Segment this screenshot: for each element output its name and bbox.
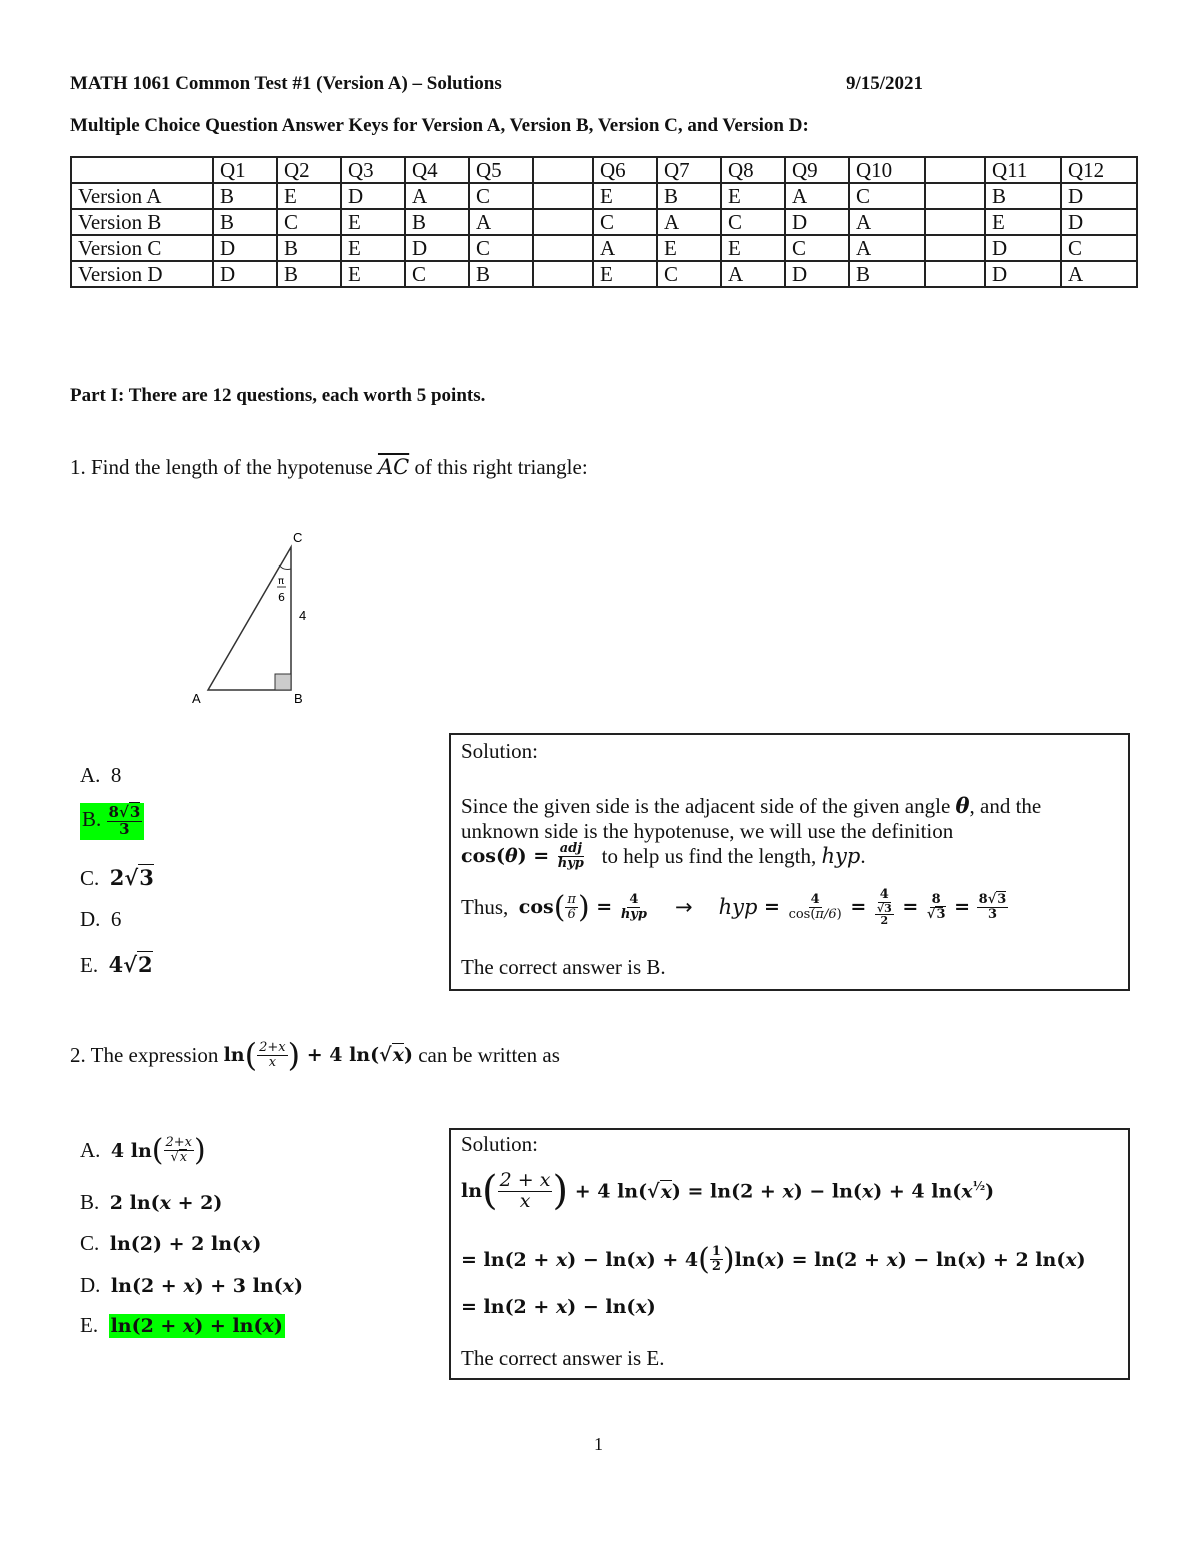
answer-key-column-header: Q5 [469, 157, 533, 183]
answer-key-column-header: Q7 [657, 157, 721, 183]
q1-option-d: D. 6 [80, 907, 122, 931]
answer-key-cell: B [469, 261, 533, 287]
q2-solution-box [449, 1128, 1130, 1380]
q2-option-c: C. ln(2) + 2 ln(x) [80, 1231, 262, 1255]
answer-key-column-header: Q9 [785, 157, 849, 183]
answer-key-cell [533, 209, 593, 235]
q2-solution-step1: ln ( $\frac{2 + x}{x}$ ) + 4 ln(√x) = ln(2 + x) − ln(x) + 4 $\ln(x^{\frac{1}{2}})$ [461, 1168, 995, 1214]
answer-key-cell: B [657, 183, 721, 209]
q1-prompt-text: 1. Find the length of the hypotenuse [70, 455, 373, 479]
segment-ac: $\overline{AC}$ [377, 455, 410, 479]
answer-key-column-header: Q12 [1061, 157, 1137, 183]
answer-key-column-header: Q6 [593, 157, 657, 183]
answer-key-cell: D [341, 183, 405, 209]
answer-key-column-header: Q4 [405, 157, 469, 183]
answer-key-cell: B [213, 183, 277, 209]
q2-solution-title: Solution: [461, 1132, 539, 1156]
right-angle-marker [275, 674, 291, 690]
answer-key-cell: D [985, 235, 1061, 261]
question-2-prompt: 2. The expression ln ( $\frac{2+x}{x}$ ) + 4 ln(√x) can be written as [70, 1036, 560, 1074]
answer-key-version-label: Version C [71, 235, 213, 261]
vertex-a-label: A [192, 691, 201, 706]
test-title: MATH 1061 Common Test #1 (Version A) – Solutions [70, 73, 502, 94]
answer-key-cell: B [277, 235, 341, 261]
answer-key-cell: D [213, 261, 277, 287]
answer-key-cell: C [405, 261, 469, 287]
page-number: 1 [594, 1434, 603, 1454]
answer-key-row [71, 261, 1137, 287]
angle-denominator: 6 [278, 591, 285, 604]
answer-key-cell: B [277, 261, 341, 287]
answer-key-cell: E [341, 209, 405, 235]
answer-key-cell: E [721, 235, 785, 261]
q2-option-a: A. 4 ln ( $\frac{2+x}{√x}$ ) [80, 1133, 206, 1168]
q1-solution-box [449, 733, 1130, 991]
answer-key-version-label: Version A [71, 183, 213, 209]
answer-key-cell: A [469, 209, 533, 235]
answer-key-cell [925, 261, 985, 287]
answer-key-column-header: Q10 [849, 157, 925, 183]
q2-correct-answer: The correct answer is E. [461, 1346, 665, 1370]
answer-key-cell: A [849, 209, 925, 235]
answer-key-cell: E [593, 261, 657, 287]
q2-solution-step3: = ln(2 + x) − ln(x) [461, 1296, 656, 1318]
answer-key-cell: D [213, 235, 277, 261]
answer-key-cell: A [593, 235, 657, 261]
answer-key-cell [533, 183, 593, 209]
answer-key-version-label: Version D [71, 261, 213, 287]
answer-key-column-header: Q2 [277, 157, 341, 183]
angle-numerator: π [278, 576, 285, 587]
answer-key-cell: E [341, 235, 405, 261]
answer-key-cell: D [405, 235, 469, 261]
q2-option-e: E. ln(2 + x) + ln(x) [80, 1313, 283, 1337]
answer-key-column-header: Q1 [213, 157, 277, 183]
answer-key-cell: A [1061, 261, 1137, 287]
answer-key-cell: A [785, 183, 849, 209]
answer-key-row [71, 209, 1137, 235]
answer-key-cell: E [593, 183, 657, 209]
answer-key-cell: E [657, 235, 721, 261]
answer-key-cell: A [657, 209, 721, 235]
answer-key-cell: C [469, 183, 533, 209]
answer-key-cell: C [785, 235, 849, 261]
answer-key-cell: E [721, 183, 785, 209]
answer-key-version-label: Version B [71, 209, 213, 235]
answer-key-column-header: Q8 [721, 157, 785, 183]
vertex-b-label: B [294, 691, 303, 706]
q1-option-b: B. $\frac{8√3}{3}$ [80, 803, 144, 840]
right-triangle-figure [180, 525, 330, 710]
q1-option-e: E. 4√2 [80, 952, 153, 977]
answer-key-cell: B [985, 183, 1061, 209]
answer-key-cell: E [985, 209, 1061, 235]
answer-key-column-header [925, 157, 985, 183]
q2-option-d: D. ln(2 + x) + 3 ln(x) [80, 1273, 303, 1297]
answer-key-row [71, 183, 1137, 209]
answer-key-row [71, 235, 1137, 261]
answer-key-cell: C [721, 209, 785, 235]
q1-solution-thus: Thus, cos ( $\frac{\pi}{6}$ ) = $\frac{4}{\text{hyp}}$ → hyp = $\frac{4}{\cos(\pi/6)}$ = $\frac{4}{\frac{√3}{2}}$ = $\frac{8}{√3}$ = $\frac{8√3}{3}$ [461, 887, 1007, 928]
answer-key-cell: C [469, 235, 533, 261]
answer-key-cell: A [849, 235, 925, 261]
q1-correct-answer: The correct answer is B. [461, 955, 666, 979]
answer-key-table [70, 156, 1138, 288]
q1-solution-line1: Since the given side is the adjacent side of the given angle θ, and the [461, 793, 1042, 818]
answer-key-cell [533, 235, 593, 261]
triangle-shape [208, 547, 291, 690]
answer-key-cell: C [849, 183, 925, 209]
q1-prompt-text-end: of this right triangle: [414, 455, 588, 479]
answer-key-cell: D [1061, 183, 1137, 209]
answer-key-column-header: Q11 [985, 157, 1061, 183]
answer-key-cell: A [721, 261, 785, 287]
answer-key-cell [925, 235, 985, 261]
answer-key-cell: B [405, 209, 469, 235]
answer-key-cell: D [1061, 209, 1137, 235]
answer-key-column-header [533, 157, 593, 183]
q1-solution-title: Solution: [461, 739, 539, 763]
q2-option-b: B. 2 ln(x + 2) [80, 1190, 223, 1214]
question-1-prompt [70, 455, 588, 480]
answer-key-cell: C [1061, 235, 1137, 261]
part-heading: Part I: There are 12 questions, each worth 5 points. [70, 385, 486, 406]
q1-solution-definition: cos(θ) = $\frac{\text{adj}}{\text{hyp}}$ to help us find the length, hyp. [461, 841, 866, 871]
q1-option-c: C. 2√3 [80, 865, 154, 890]
q1-option-a: A. 8 [80, 763, 122, 787]
answer-key-cell: E [277, 183, 341, 209]
answer-key-cell [925, 209, 985, 235]
answer-key-column-header: Q3 [341, 157, 405, 183]
answer-key-heading: Multiple Choice Question Answer Keys for Version A, Version B, Version C, and Version D: [70, 115, 809, 136]
side-length-label: 4 [299, 608, 307, 623]
q2-solution-step2: = ln(2 + x) − ln(x) + 4 ( $\frac{1}{2}$ ) ln(x) = ln(2 + x) − ln(x) + 2 ln(x) [461, 1242, 1086, 1277]
answer-key-cell: E [341, 261, 405, 287]
answer-key-cell [925, 183, 985, 209]
answer-key-cell: D [785, 209, 849, 235]
answer-key-cell: D [985, 261, 1061, 287]
answer-key-cell: C [277, 209, 341, 235]
answer-key-cell: B [849, 261, 925, 287]
answer-key-corner [71, 157, 213, 183]
answer-key-cell: C [593, 209, 657, 235]
answer-key-header-row [71, 157, 1137, 183]
vertex-c-label: C [293, 530, 303, 545]
answer-key-cell: A [405, 183, 469, 209]
q1-solution-line2: unknown side is the hypotenuse, we will use the definition [461, 819, 954, 843]
answer-key-cell [533, 261, 593, 287]
test-date: 9/15/2021 [846, 73, 924, 94]
answer-key-cell: D [785, 261, 849, 287]
answer-key-cell: C [657, 261, 721, 287]
answer-key-cell: B [213, 209, 277, 235]
